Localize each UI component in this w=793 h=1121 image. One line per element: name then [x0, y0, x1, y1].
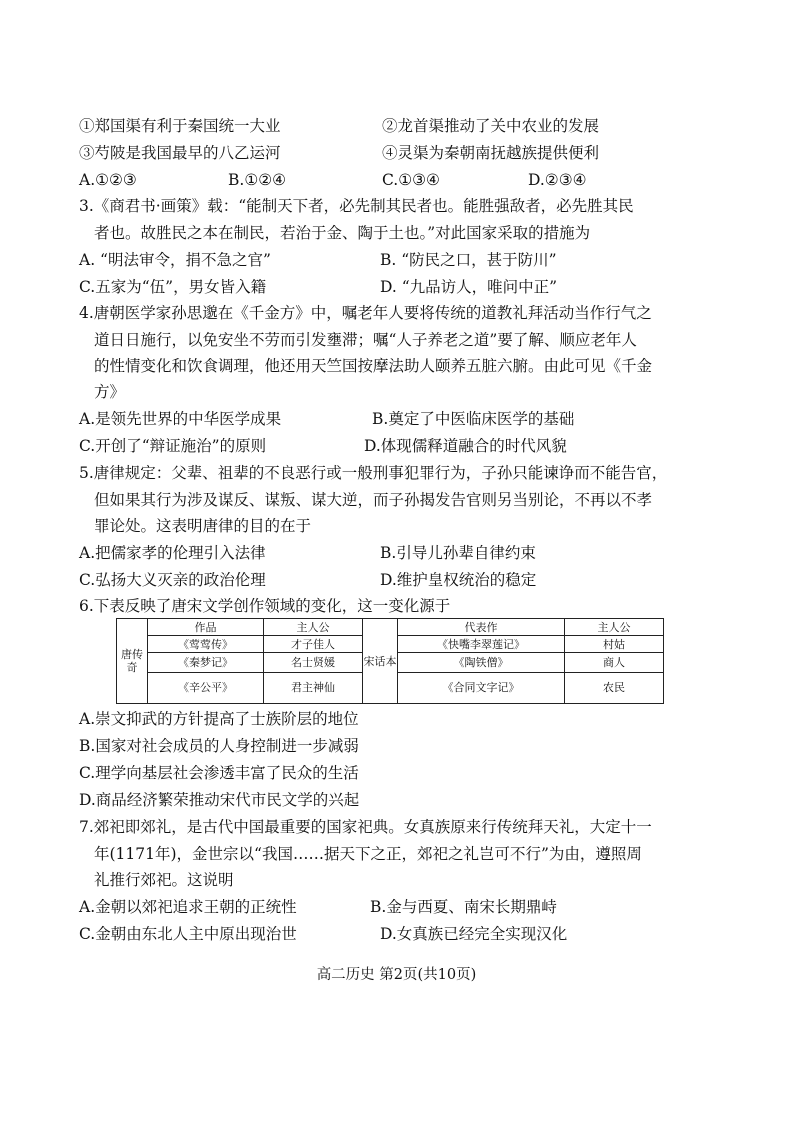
table-header-row [117, 619, 664, 636]
q5-option-c: C.弘扬大义灭亲的政治伦理 [79, 571, 266, 589]
right-head-protagonist: 主人公 [565, 619, 664, 636]
q4-stem-line-1: 4.唐朝医学家孙思邈在《千金方》中，嘱老年人要将传统的道教礼拜活动当作行气之 [79, 304, 652, 322]
left-head-work: 作品 [148, 619, 264, 636]
q7-option-b: B.金与西夏、南宋长期鼎峙 [370, 898, 557, 916]
q6-option-b: B.国家对社会成员的人身控制进一步减弱 [79, 737, 359, 755]
q5-stem-line-3: 罪论处。这表明唐律的目的在于 [94, 517, 312, 535]
q3-stem-line-1: 3.《商君书·画策》载：“能制天下者，必先制其民者也。能胜强敌者，必先胜其民 [79, 197, 634, 215]
q2-statement-4: ④灵渠为秦朝南抚越族提供便利 [382, 144, 600, 162]
q6-option-a: A.崇文抑武的方针提高了士族阶层的地位 [79, 710, 359, 728]
q3-option-b: B. “防民之口，甚于防川” [380, 251, 557, 269]
q3-stem-line-2: 者也。故胜民之本在制民，若治于金、陶于土也。”对此国家采取的措施为 [94, 224, 591, 242]
q7-option-c: C.金朝由东北人主中原出现治世 [79, 925, 297, 943]
q2-statement-2: ②龙首渠推动了关中农业的发展 [382, 117, 600, 135]
left-protagonist-1: 才子佳人 [264, 636, 363, 653]
song-huaben-label: 宋话本 [363, 619, 398, 704]
right-work-1: 《快嘴李翠莲记》 [398, 636, 565, 653]
page-footer: 高二历史 第2页(共10页) [316, 967, 477, 983]
q2-statement-3: ③芍陂是我国最早的八乙运河 [79, 144, 281, 162]
right-work-3: 《合同文字记》 [398, 672, 565, 703]
left-work-1: 《莺莺传》 [148, 636, 264, 653]
q5-option-b: B.引导儿孙辈自律约束 [380, 544, 536, 562]
left-protagonist-3: 君主神仙 [264, 672, 363, 703]
tang-chuanqi-label: 唐传奇 [117, 619, 148, 704]
q5-stem-line-1: 5.唐律规定：父辈、祖辈的不良恶行或一般刑事犯罪行为，子孙只能谏诤而不能告官， [79, 464, 668, 482]
right-work-2: 《陶铁僧》 [398, 653, 565, 672]
right-protagonist-1: 村姑 [565, 636, 664, 653]
q4-stem-line-2: 道日日施行，以免安坐不劳而引发壅滞；嘱“人子养老之道”要了解、顺应老年人 [94, 331, 637, 349]
q4-option-a: A.是领先世界的中华医学成果 [79, 410, 282, 428]
right-protagonist-2: 商人 [565, 653, 664, 672]
q7-stem-line-3: 礼推行郊祀。这说明 [94, 871, 234, 889]
q5-stem-line-2: 但如果其行为涉及谋反、谋叛、谋大逆，而子孙揭发告官则另当别论，不再以不孝 [94, 491, 653, 509]
q7-stem-line-2: 年(1171年)，金世宗以“我国……据天下之正，郊祀之礼岂可不行”为由，遵照周 [94, 845, 642, 863]
q2-option-a: A.①②③ [79, 171, 137, 189]
q2-option-b: B.①②④ [228, 171, 287, 189]
q7-option-d: D.女真族已经完全实现汉化 [380, 925, 568, 943]
right-protagonist-3: 农民 [565, 672, 664, 703]
left-head-protagonist: 主人公 [264, 619, 363, 636]
q4-option-c: C.开创了“辩证施治”的原则 [79, 437, 267, 455]
right-head-work: 代表作 [398, 619, 565, 636]
q2-option-c: C.①③④ [382, 171, 440, 189]
left-protagonist-2: 名士贤媛 [264, 653, 363, 672]
left-work-3: 《辛公平》 [148, 672, 264, 703]
q4-stem-line-3: 的性情变化和饮食调理，他还用天竺国按摩法助人颐养五脏六腑。由此可见《千金 [94, 357, 653, 375]
q3-option-c: C.五家为“伍”，男女皆入籍 [79, 278, 267, 296]
left-work-2: 《秦梦记》 [148, 653, 264, 672]
q7-stem-line-1: 7.郊祀即郊礼，是古代中国最重要的国家祀典。女真族原来行传统拜天礼，大定十一 [79, 818, 652, 836]
q5-option-d: D.维护皇权统治的稳定 [380, 571, 537, 589]
q5-option-a: A.把儒家孝的伦理引入法律 [79, 544, 266, 562]
q3-option-a: A. “明法审令，捐不急之官” [79, 251, 271, 269]
q6-option-c: C.理学向基层社会渗透丰富了民众的生活 [79, 764, 359, 782]
literature-comparison-table [116, 618, 664, 704]
q3-option-d: D. “九品访人，唯问中正” [380, 278, 558, 296]
q6-option-d: D.商品经济繁荣推动宋代市民文学的兴起 [79, 791, 360, 809]
q2-statement-1: ①郑国渠有利于秦国统一大业 [79, 117, 281, 135]
q7-option-a: A.金朝以郊祀追求王朝的正统性 [79, 898, 297, 916]
q4-stem-line-4: 方》 [94, 383, 126, 401]
q6-stem: 6.下表反映了唐宋文学创作领域的变化，这一变化源于 [79, 597, 451, 615]
q2-option-d: D.②③④ [528, 171, 587, 189]
q4-option-b: B.奠定了中医临床医学的基础 [372, 410, 575, 428]
q4-option-d: D.体现儒释道融合的时代风貌 [364, 437, 567, 455]
